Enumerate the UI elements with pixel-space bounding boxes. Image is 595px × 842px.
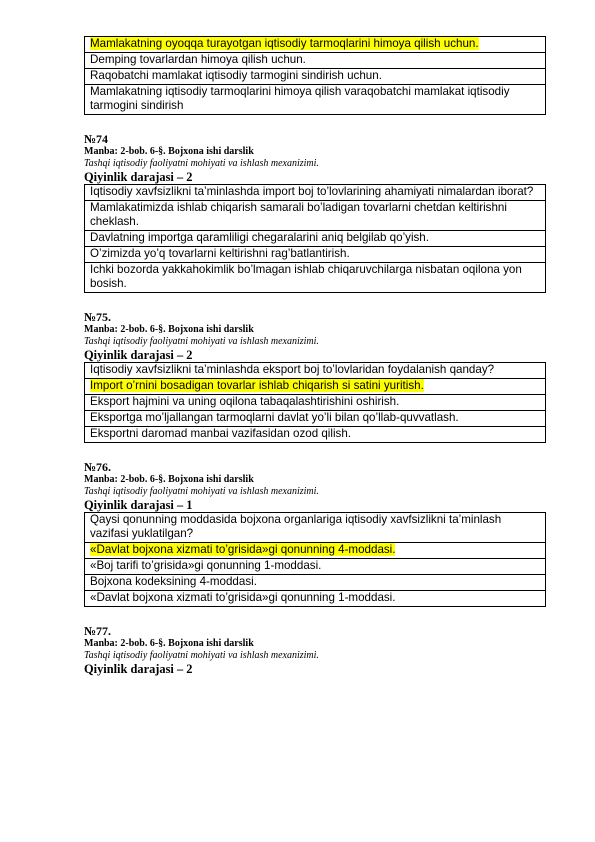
answer-option-text: Eksport hajmini va uning oqilona tabaqalashtirishini oshirish.	[85, 395, 546, 411]
difficulty-level: Qiyinlik darajasi – 2	[84, 348, 193, 362]
question-topic: Tashqi iqtisodiy faoliyatni mohiyati va ishlash mexanizimi.	[84, 486, 319, 497]
question-block	[84, 132, 546, 293]
question-block	[84, 624, 546, 676]
answer-option-row	[85, 543, 546, 559]
answer-option-text: Ichki bozorda yakkahokimlik bo’lmagan ishlab chiqaruvchilarga nisbatan oqilona yon bosish.	[85, 263, 546, 293]
question-row	[85, 513, 546, 543]
answer-option-text: «Boj tarifi to’grisida»gi qonunning 1-moddasi.	[85, 559, 546, 575]
answer-option-row	[85, 559, 546, 575]
answer-option-row	[85, 37, 546, 53]
answer-option-row	[85, 427, 546, 443]
answer-option-text: Bojxona kodeksining 4-moddasi.	[85, 575, 546, 591]
answer-option-text: «Davlat bojxona xizmati to’grisida»gi qonunning 1-moddasi.	[85, 591, 546, 607]
question-block	[84, 460, 546, 607]
answer-option-row	[85, 395, 546, 411]
question-topic: Tashqi iqtisodiy faoliyatni mohiyati va ishlash mexanizimi.	[84, 158, 319, 169]
difficulty-level: Qiyinlik darajasi – 2	[84, 662, 193, 676]
answer-option-row	[85, 231, 546, 247]
question-table	[84, 362, 546, 443]
question-row	[85, 185, 546, 201]
answer-option-text: O’zimizda yo’q tovarlarni keltirishni rag’batlantirish.	[85, 247, 546, 263]
question-table	[84, 512, 546, 607]
answer-option-text: Davlatning importga qaramliligi chegaralarini aniq belgilab qo’yish.	[85, 231, 546, 247]
answer-option-text: Import o’rnini bosadigan tovarlar ishlab chiqarish si satini yuritish.	[90, 379, 424, 392]
question-table	[84, 184, 546, 293]
question-number: №74	[84, 132, 109, 146]
difficulty-level: Qiyinlik darajasi – 2	[84, 170, 193, 184]
question-text: Qaysi qonunning moddasida bojxona organlariga iqtisodiy xavfsizlikni ta’minlash vazifasi yuklatilgan?	[85, 513, 546, 543]
answer-option-row	[85, 53, 546, 69]
question-text: Iqtisodiy xavfsizlikni ta’minlashda eksport boj to’lovlaridan foydalanish qanday?	[85, 363, 546, 379]
answer-option-row	[85, 575, 546, 591]
answer-option-row	[85, 201, 546, 231]
answer-option-text: Demping tovarlardan himoya qilish uchun.	[85, 53, 546, 69]
question-row	[85, 363, 546, 379]
answer-option-text: Eksportni daromad manbai vazifasidan ozod qilish.	[85, 427, 546, 443]
question-source: Manba: 2-bob. 6-§. Bojxona ishi darslik	[84, 638, 254, 649]
question-source: Manba: 2-bob. 6-§. Bojxona ishi darslik	[84, 474, 254, 485]
answer-option-row	[85, 263, 546, 293]
answer-option-text: Mamlakatning oyoqqa turayotgan iqtisodiy tarmoqlarini himoya qilish uchun.	[90, 37, 479, 50]
answer-option-row	[85, 591, 546, 607]
question-block	[84, 310, 546, 443]
answer-option-text: Mamlakatimizda ishlab chiqarish samarali bo’ladigan tovarlarni chetdan keltirishni cheklash.	[85, 201, 546, 231]
question-number: №77.	[84, 624, 112, 638]
answer-option-row	[85, 411, 546, 427]
answer-option-row	[85, 247, 546, 263]
question-source: Manba: 2-bob. 6-§. Bojxona ishi darslik	[84, 146, 254, 157]
answer-option-text: Mamlakatning iqtisodiy tarmoqlarini himoya qilish varaqobatchi mamlakat iqtisodiy tarmogini sindirish	[85, 85, 546, 115]
question-topic: Tashqi iqtisodiy faoliyatni mohiyati va ishlash mexanizimi.	[84, 336, 319, 347]
answer-option-text: «Davlat bojxona xizmati to’grisida»gi qonunning 4-moddasi.	[90, 543, 396, 556]
question-text: Iqtisodiy xavfsizlikni ta’minlashda import boj to’lovlarining ahamiyati nimalardan iborat?	[85, 185, 546, 201]
answer-option-row	[85, 379, 546, 395]
question-topic: Tashqi iqtisodiy faoliyatni mohiyati va ishlash mexanizimi.	[84, 650, 319, 661]
document-page	[84, 36, 546, 676]
answer-option-row	[85, 85, 546, 115]
question-source: Manba: 2-bob. 6-§. Bojxona ishi darslik	[84, 324, 254, 335]
answer-option-text: Raqobatchi mamlakat iqtisodiy tarmogini sindirish uchun.	[85, 69, 546, 85]
difficulty-level: Qiyinlik darajasi – 1	[84, 498, 193, 512]
answer-option-text: Eksportga mo’ljallangan tarmoqlarni davlat yo’li bilan qo’llab-quvvatlash.	[85, 411, 546, 427]
answer-options-table	[84, 36, 546, 115]
question-number: №76.	[84, 460, 112, 474]
question-number: №75.	[84, 310, 112, 324]
answer-option-row	[85, 69, 546, 85]
